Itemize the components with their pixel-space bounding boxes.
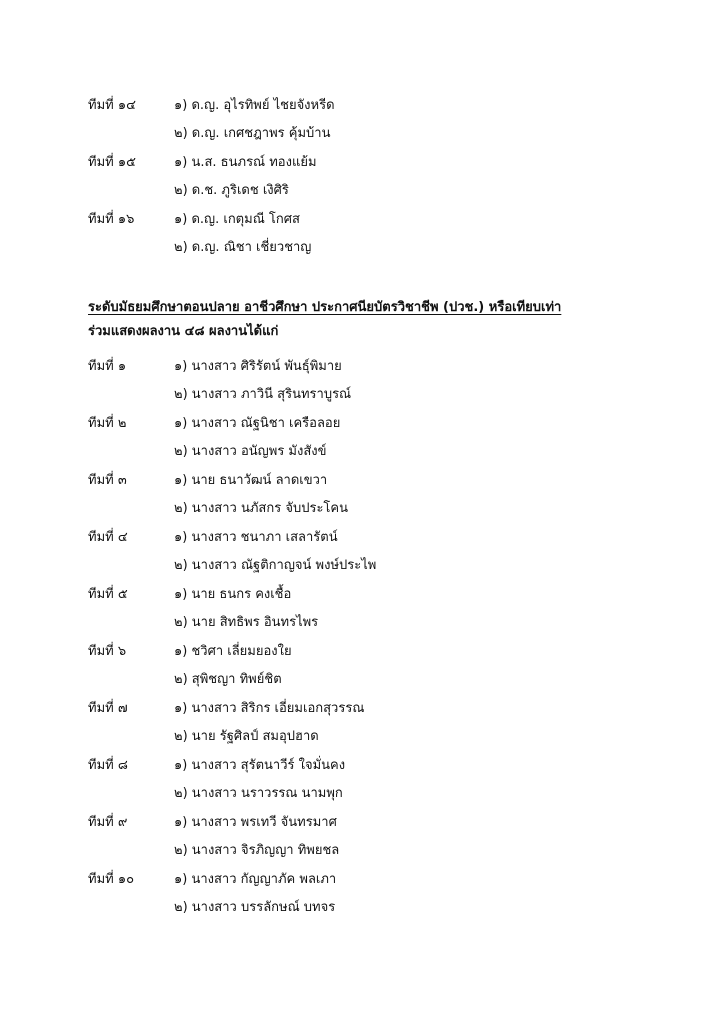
team-label: ทีมที่ ๑๐ [88, 872, 135, 887]
team-member: ๑) ด.ญ. อุไรทิพย์ ไชยจังหรีด [174, 98, 335, 113]
team-member: ๒) ด.ญ. เกศชฎาพร คุ้มบ้าน [174, 126, 331, 141]
team-label: ทีมที่ ๔ [88, 530, 128, 545]
team-label: ทีมที่ ๘ [88, 758, 128, 773]
team-member: ๒) นาย สิทธิพร อินทรไพร [174, 615, 319, 630]
team-member: ๒) นางสาว นภัสกร จับประโคน [174, 501, 349, 516]
team-member: ๑) นางสาว สุรัตนาวีร์ ใจมั่นคง [174, 758, 346, 773]
team-member: ๑) นางสาว สิริกร เอี่ยมเอกสุวรรณ [174, 701, 365, 716]
section-heading: ระดับมัธยมศึกษาตอนปลาย อาชีวศึกษา ประกาศนียบัตรวิชาชีพ (ปวช.) หรือเทียบเท่า [88, 300, 562, 315]
team-label: ทีมที่ ๗ [88, 701, 128, 716]
team-member: ๒) นางสาว จิรภิญญา ทิพยชล [174, 843, 340, 858]
team-member: ๒) ด.ญ. ณิชา เชี่ยวชาญ [174, 240, 312, 255]
team-member: ๑) นางสาว กัญญาภัค พลเภา [174, 872, 337, 887]
team-member: ๒) นางสาว นราวรรณ นามพุก [174, 786, 343, 801]
team-member: ๒) นางสาว ณัฐติกาญจน์ พงษ์ประไพ [174, 558, 377, 573]
team-member: ๑) น.ส. ธนภรณ์ ทองแย้ม [174, 155, 317, 170]
team-member: ๒) นาย รัฐศิลป์ สมอุปฮาด [174, 729, 319, 744]
team-label: ทีมที่ ๑๕ [88, 155, 136, 170]
team-label: ทีมที่ ๒ [88, 416, 127, 431]
team-member: ๑) ชวิศา เลี่ยมยองใย [174, 644, 292, 659]
team-member: ๑) นาย ธนาวัฒน์ ลาดเขวา [174, 473, 328, 488]
team-member: ๑) นางสาว ศิริรัตน์ พันธุ์พิมาย [174, 359, 342, 374]
team-label: ทีมที่ ๙ [88, 815, 128, 830]
team-member: ๑) นาย ธนกร คงเชื้อ [174, 587, 292, 602]
team-label: ทีมที่ ๖ [88, 644, 127, 659]
team-member: ๒) ด.ช. ภูริเดช เงิศิริ [174, 183, 289, 198]
team-member: ๑) นางสาว ชนาภา เสลารัตน์ [174, 530, 338, 545]
team-member: ๑) นางสาว ณัฐนิชา เครือลอย [174, 416, 341, 431]
team-member: ๑) ด.ญ. เกตุมณี โกศส [174, 212, 300, 227]
team-label: ทีมที่ ๕ [88, 587, 128, 602]
team-member: ๒) นางสาว อนัญพร มังสังข์ [174, 444, 327, 459]
team-member: ๑) นางสาว พรเทวี จันทรมาศ [174, 815, 337, 830]
team-member: ๒) นางสาว บรรลักษณ์ บทจร [174, 900, 336, 915]
team-label: ทีมที่ ๑๖ [88, 212, 135, 227]
team-label: ทีมที่ ๑๔ [88, 98, 136, 113]
team-member: ๒) นางสาว ภาวินี สุรินทราบูรณ์ [174, 387, 352, 402]
team-label: ทีมที่ ๑ [88, 359, 127, 374]
team-label: ทีมที่ ๓ [88, 473, 127, 488]
team-member: ๒) สุพิชญา ทิพย์ชิต [174, 672, 282, 687]
section-subheading: ร่วมแสดงผลงาน ๔๘ ผลงานได้แก่ [88, 324, 279, 339]
